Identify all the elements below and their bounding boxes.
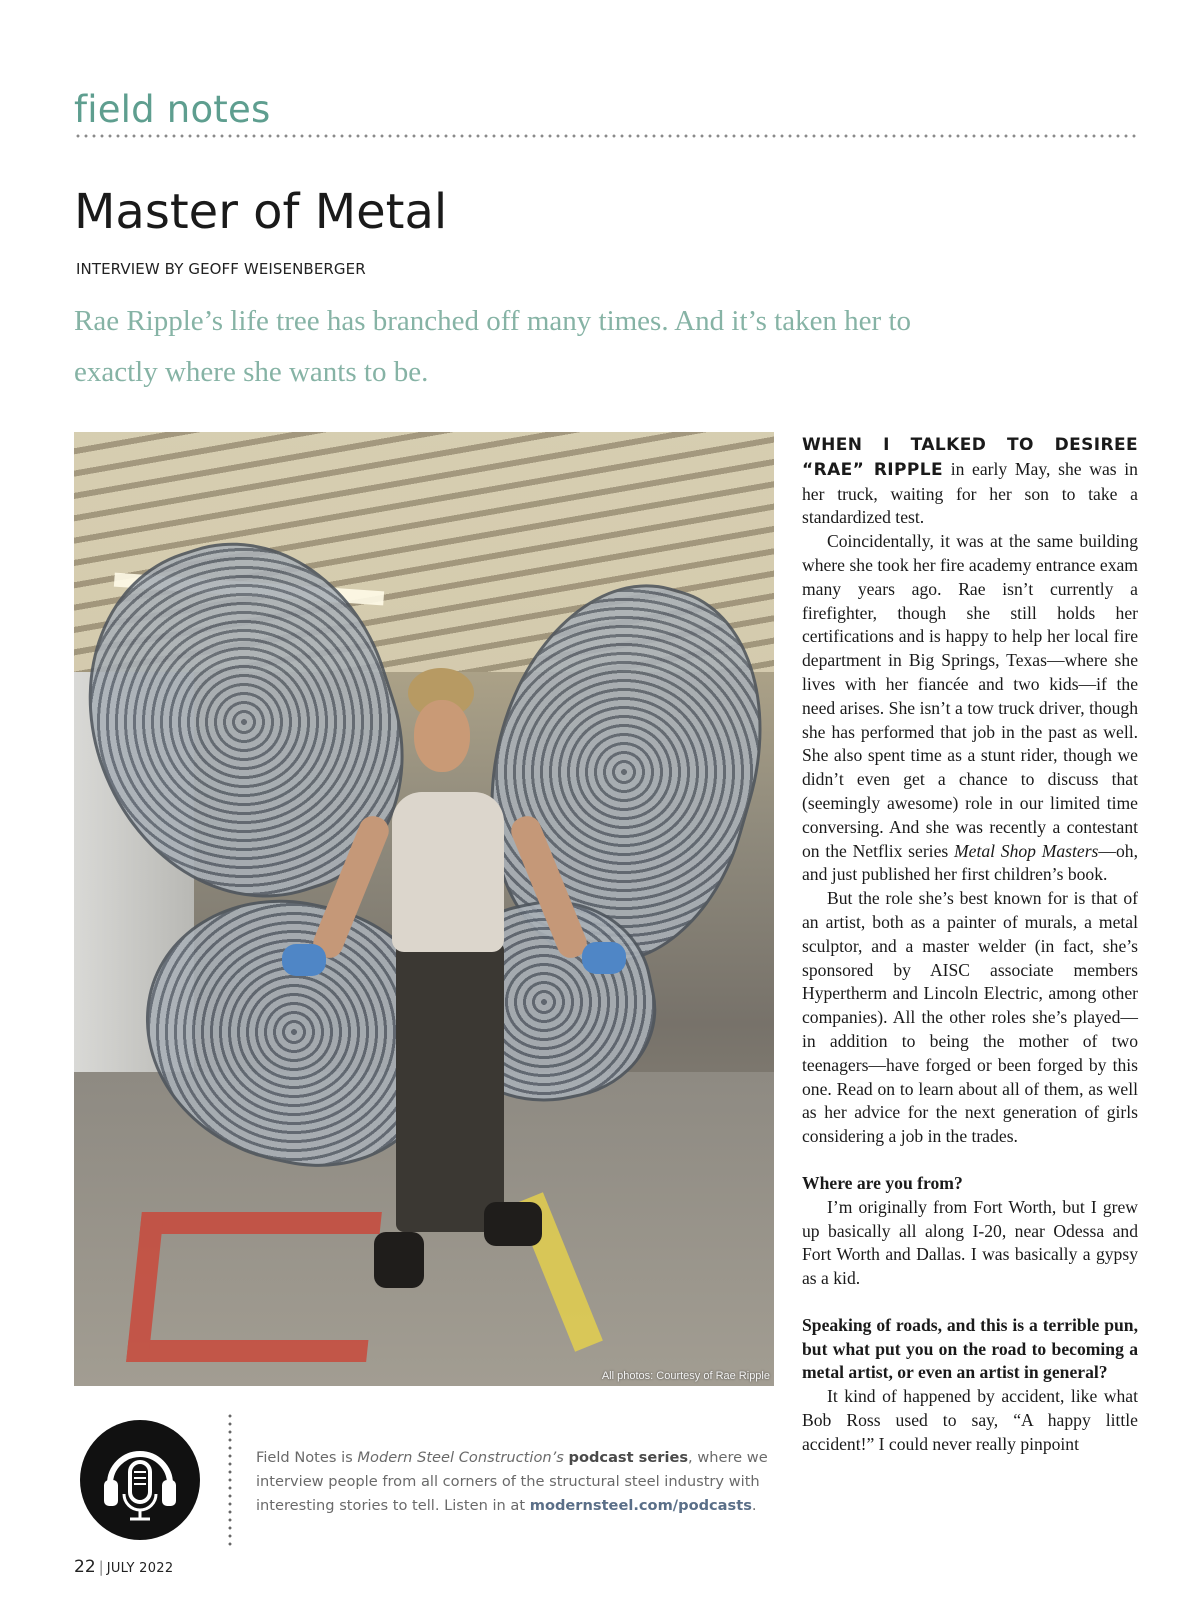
subject-left-shoe: [374, 1232, 424, 1288]
subject-torso: [392, 792, 504, 952]
photo-floor-mural-red: [126, 1212, 382, 1362]
podcast-callout: [256, 1446, 776, 1518]
page-number: 22: [74, 1557, 96, 1577]
body-paragraph-2: [802, 530, 1138, 887]
article-deck: Rae Ripple’s life tree has branched off many times. And it’s taken her to exactly where she wants to be.: [74, 305, 912, 388]
callout-divider: [228, 1412, 232, 1550]
interview-question-2: Speaking of roads, and this is a terrible pun, but what put you on the road to becoming a metal artist, or even an artist in general?: [802, 1314, 1138, 1383]
subject-right-shoe: [484, 1202, 542, 1246]
podcast-microphone-headphones-icon: [80, 1420, 200, 1540]
body-text: —oh, and just published her first children’s book.: [802, 840, 1138, 885]
body-paragraph-3: But the role she’s best known for is that of an artist, both as a painter of murals, a metal sculptor, and a master welder (in fact, she’s sponsored by AISC associate members Hypertherm and Lincoln Electric, among other companies). All the other roles she’s played—in addition to being the mother of two teenagers—have forged or been forged by this one. Read on to learn about all of them, as well as her advice for the next generation of girls considering a job in the trades.: [802, 888, 1138, 1147]
callout-text: Field Notes is: [256, 1449, 358, 1466]
section-label: field notes: [74, 88, 271, 131]
feature-photo: [74, 432, 774, 1386]
subject-legs: [396, 942, 504, 1232]
callout-text: , where we interview people from all corners of the structural steel industry with interesting stories to tell. Listen in at: [256, 1449, 768, 1514]
publication-name: Modern Steel Construction’s: [357, 1449, 564, 1466]
callout-text: .: [751, 1497, 757, 1514]
lead-in: WHEN I TALKED TO DESIREE “RAE” RIPPLE: [802, 435, 1138, 480]
folio-separator: |: [98, 1558, 104, 1576]
issue-date: JULY 2022: [106, 1561, 174, 1576]
podcast-series-label: podcast series: [568, 1449, 689, 1466]
article-headline: Master of Metal: [74, 184, 448, 240]
article-byline: INTERVIEW BY GEOFF WEISENBERGER: [76, 260, 366, 278]
body-text: in early May, she was in her truck, waiting for her son to take a standardized test.: [802, 458, 1138, 528]
show-title: Metal Shop Masters: [953, 840, 1099, 861]
interview-answer-2: It kind of happened by accident, like what Bob Ross used to say, “A happy little accident!” I could never really pinpoint: [802, 1386, 1138, 1454]
subject-right-glove: [582, 942, 626, 974]
photo-credit: All photos: Courtesy of Rae Ripple: [601, 1370, 770, 1382]
subject-head: [414, 700, 470, 772]
dotted-rule: [74, 134, 1136, 138]
body-text: Coincidentally, it was at the same building where she took her fire academy entrance exam many years ago. Rae isn’t currently a firefighter, though she still holds her certifications and is happy to help her local fire department in Big Springs, Texas—where she lives with her fiancée and two kids—if the need arises. She isn’t a tow truck driver, though she has performed that job in the past as well. She also spent time as a stunt rider, though we didn’t even get a chance to discuss that (seemingly awesome) role in our limited time conversing. And she was recently a contestant on the Netflix series: [802, 531, 1138, 861]
subject-left-glove: [282, 944, 326, 976]
page-folio: [74, 1557, 173, 1577]
body-paragraph-1: [802, 433, 1138, 530]
article-body: [802, 433, 1138, 1457]
interview-question-1: Where are you from?: [802, 1172, 963, 1193]
podcast-link[interactable]: modernsteel.com/podcasts: [529, 1497, 752, 1514]
interview-answer-1: I’m originally from Fort Worth, but I grew up basically all along I-20, near Odessa and Fort Worth and Dallas. I was basically a gypsy as a kid.: [802, 1196, 1138, 1289]
